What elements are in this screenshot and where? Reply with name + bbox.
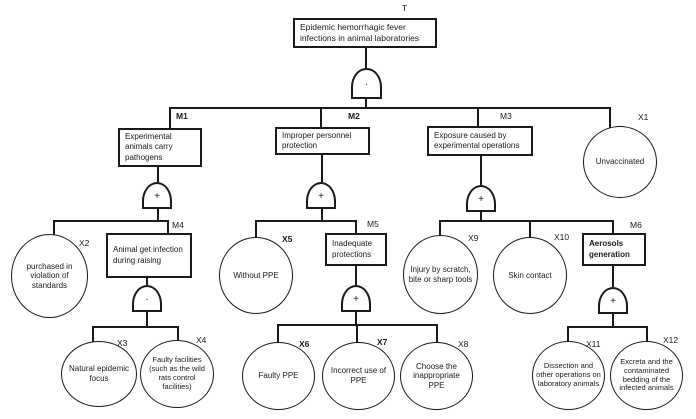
connector-line xyxy=(609,107,611,129)
node-x10-text: Skin contact xyxy=(508,270,552,280)
node-x1-label: X1 xyxy=(638,112,649,122)
node-x4-label: X4 xyxy=(196,335,207,345)
node-x7-circle xyxy=(322,342,395,410)
connector-line xyxy=(53,220,169,222)
node-x2-text: purchased in violation of standards xyxy=(26,261,73,290)
connector-line xyxy=(321,155,323,182)
node-m5-label: M5 xyxy=(367,219,379,229)
node-x7-text: Incorrect use of PPE xyxy=(330,366,387,385)
node-m6-label: M6 xyxy=(630,220,642,230)
or-gate-symbol: + xyxy=(478,194,484,205)
node-x11-circle xyxy=(532,341,605,410)
connector-line xyxy=(612,266,614,287)
node-x4-circle xyxy=(140,340,214,408)
connector-line xyxy=(480,212,482,220)
connector-line xyxy=(567,326,648,328)
connector-line xyxy=(612,220,614,233)
node-m6-box xyxy=(582,233,646,266)
node-x1-text: Unvaccinated xyxy=(595,157,645,167)
connector-line xyxy=(157,167,159,182)
connector-line xyxy=(355,266,357,285)
node-x8-circle xyxy=(400,342,473,410)
or-gate-m3 xyxy=(466,185,496,212)
connector-line xyxy=(355,220,357,233)
connector-line xyxy=(439,220,614,222)
node-x4-text: Faulty facilities (such as the wild rats control facilities) xyxy=(149,355,205,391)
or-gate-symbol: + xyxy=(318,191,324,202)
node-x9-circle xyxy=(403,235,478,314)
node-x11-text: Dissection and other operations on laboratory animals xyxy=(536,361,601,388)
node-x12-text: Excreta and the contaminated bedding of the infected animals xyxy=(619,356,674,393)
node-t-text: Epidemic hemorrhagic fever infections in animal laboratories xyxy=(300,21,420,43)
node-x10-circle xyxy=(493,237,567,314)
node-m1-box xyxy=(118,128,202,167)
connector-line xyxy=(169,107,611,109)
connector-line xyxy=(277,324,279,344)
node-x12-circle xyxy=(610,341,683,410)
node-x6-circle xyxy=(242,342,315,410)
node-m6-text: Aerosols generation xyxy=(589,239,630,259)
or-gate-m6 xyxy=(598,287,628,314)
node-x1-circle xyxy=(583,126,657,198)
connector-line xyxy=(355,312,357,324)
and-gate-symbol: · xyxy=(145,294,149,305)
node-m3-label: M3 xyxy=(500,111,512,121)
node-x11-label: X11 xyxy=(586,339,601,349)
and-gate-m4 xyxy=(132,285,162,312)
node-x2-circle xyxy=(11,234,88,318)
node-t-box xyxy=(293,18,437,48)
connector-line xyxy=(365,46,367,68)
or-gate-symbol: + xyxy=(353,294,359,305)
node-x3-circle xyxy=(61,341,137,407)
connector-line xyxy=(477,107,479,126)
node-x2-label: X2 xyxy=(79,238,90,248)
connector-line xyxy=(92,326,179,328)
connector-line xyxy=(320,107,322,127)
node-x6-text: Faulty PPE xyxy=(258,371,299,381)
or-gate-symbol: + xyxy=(610,296,616,307)
node-x7-label: X7 xyxy=(377,337,388,347)
connector-line xyxy=(480,156,482,185)
connector-line xyxy=(146,278,148,285)
connector-line xyxy=(167,220,169,233)
connector-line xyxy=(356,324,358,344)
and-gate-symbol: · xyxy=(364,79,369,90)
node-t-label: T xyxy=(402,3,408,13)
node-m5-text: Inadequate protections xyxy=(332,239,373,259)
node-m4-box xyxy=(106,233,192,278)
node-m3-text: Exposure caused by experimental operations xyxy=(434,130,520,150)
node-m5-box xyxy=(325,233,387,266)
node-m2-text: Improper personnel protection xyxy=(282,130,352,150)
node-m1-label: M1 xyxy=(176,111,188,121)
connector-line xyxy=(612,314,614,326)
node-x3-text: Natural epidemic focus xyxy=(68,364,130,383)
node-x8-text: Choose the inappropriate PPE xyxy=(413,361,460,390)
node-x5-text: Without PPE xyxy=(233,270,279,280)
node-x12-label: X12 xyxy=(663,335,679,345)
node-m4-text: Animal get infection during raising xyxy=(113,245,183,265)
connector-line xyxy=(169,107,171,128)
or-gate-m2 xyxy=(306,182,336,209)
or-gate-m1 xyxy=(142,182,172,209)
node-x10-label: X10 xyxy=(554,232,570,242)
node-x9-text: Injury by scratch, bite or sharp tools xyxy=(408,264,473,284)
or-gate-m5 xyxy=(341,285,371,312)
node-x5-circle xyxy=(219,237,293,314)
node-m4-label: M4 xyxy=(172,220,184,230)
node-m2-label: M2 xyxy=(348,111,360,121)
node-m2-box xyxy=(275,127,370,155)
node-x8-label: X8 xyxy=(458,339,469,349)
node-x6-label: X6 xyxy=(299,339,310,349)
connector-line xyxy=(255,220,357,222)
node-m1-text: Experimental animals carry pathogens xyxy=(125,131,173,162)
node-x9-label: X9 xyxy=(468,233,479,243)
and-gate-top xyxy=(351,68,382,99)
node-x5-label: X5 xyxy=(282,234,293,244)
node-m3-box xyxy=(427,126,533,156)
connector-line xyxy=(436,324,438,344)
node-x3-label: X3 xyxy=(117,338,128,348)
or-gate-symbol: + xyxy=(154,191,160,202)
connector-line xyxy=(146,312,148,326)
